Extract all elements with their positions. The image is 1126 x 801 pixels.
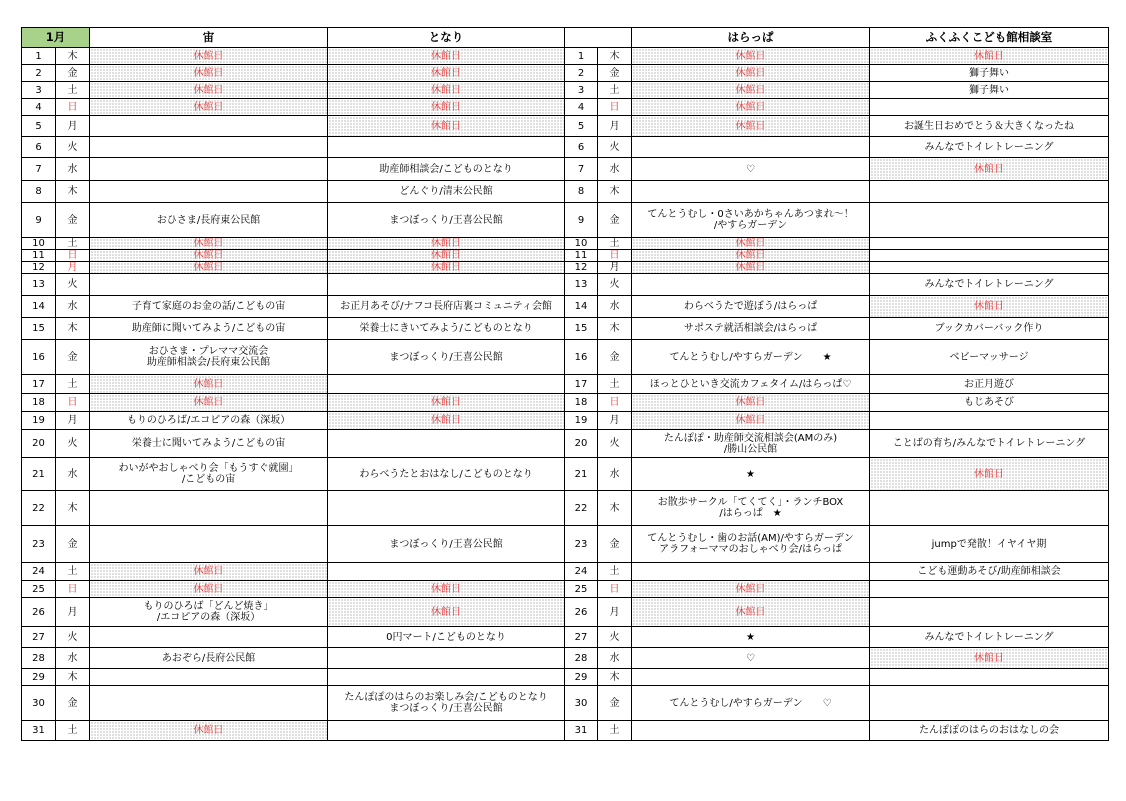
sora-event bbox=[90, 526, 328, 563]
weekday: 土 bbox=[56, 563, 90, 581]
fukufuku-event bbox=[870, 412, 1109, 430]
schedule-table bbox=[21, 27, 1109, 741]
fukufuku-event bbox=[870, 238, 1109, 250]
sora-event: おひさま/長府東公民館 bbox=[90, 203, 328, 238]
sora-event: わいがやおしゃべり会「もうすぐ就園」 /こどもの宙 bbox=[90, 458, 328, 491]
weekday-2: 火 bbox=[598, 627, 632, 648]
tonari-event: 休館日 bbox=[328, 250, 565, 262]
day-number-2: 14 bbox=[565, 296, 598, 318]
harappa-event: てんとうむし/やすらガーデン ♡ bbox=[632, 686, 870, 721]
fukufuku-event: 休館日 bbox=[870, 48, 1109, 65]
weekday-2: 火 bbox=[598, 274, 632, 296]
day-number-2: 9 bbox=[565, 203, 598, 238]
fukufuku-event bbox=[870, 686, 1109, 721]
weekday-2: 水 bbox=[598, 296, 632, 318]
day-row bbox=[22, 458, 1109, 491]
tonari-event: 助産師相談会/こどものとなり bbox=[328, 158, 565, 181]
day-number: 23 bbox=[22, 526, 56, 563]
tonari-event bbox=[328, 648, 565, 669]
tonari-event: 休館日 bbox=[328, 262, 565, 274]
harappa-event: てんとうむし・0さいあかちゃんあつまれ～！ /やすらガーデン bbox=[632, 203, 870, 238]
tonari-event bbox=[328, 375, 565, 394]
weekday: 火 bbox=[56, 274, 90, 296]
sora-event: 休館日 bbox=[90, 99, 328, 116]
day-number: 21 bbox=[22, 458, 56, 491]
day-row bbox=[22, 203, 1109, 238]
weekday: 火 bbox=[56, 137, 90, 158]
tonari-event: 栄養士にきいてみよう/こどものとなり bbox=[328, 318, 565, 340]
fukufuku-event: みんなでトイレトレーニング bbox=[870, 137, 1109, 158]
fukufuku-event bbox=[870, 581, 1109, 598]
fukufuku-event: 獅子舞い bbox=[870, 65, 1109, 82]
sora-event: 助産師に聞いてみよう/こどもの宙 bbox=[90, 318, 328, 340]
day-number-2: 19 bbox=[565, 412, 598, 430]
weekday: 土 bbox=[56, 721, 90, 741]
tonari-event bbox=[328, 430, 565, 458]
weekday-2: 土 bbox=[598, 238, 632, 250]
weekday: 日 bbox=[56, 581, 90, 598]
day-number: 15 bbox=[22, 318, 56, 340]
harappa-event: お散歩サークル「てくてく」・ランチBOX /はらっぱ ★ bbox=[632, 491, 870, 526]
day-number: 16 bbox=[22, 340, 56, 375]
day-number-2: 6 bbox=[565, 137, 598, 158]
sora-event bbox=[90, 158, 328, 181]
weekday: 月 bbox=[56, 412, 90, 430]
tonari-event bbox=[328, 274, 565, 296]
day-number-2: 15 bbox=[565, 318, 598, 340]
harappa-event: てんとうむし/やすらガーデン ★ bbox=[632, 340, 870, 375]
day-number: 7 bbox=[22, 158, 56, 181]
day-row bbox=[22, 491, 1109, 526]
sora-event bbox=[90, 627, 328, 648]
day-number: 30 bbox=[22, 686, 56, 721]
day-number: 11 bbox=[22, 250, 56, 262]
day-number: 1 bbox=[22, 48, 56, 65]
weekday: 木 bbox=[56, 48, 90, 65]
day-row bbox=[22, 526, 1109, 563]
harappa-event bbox=[632, 274, 870, 296]
fukufuku-event bbox=[870, 669, 1109, 686]
sora-event bbox=[90, 181, 328, 203]
day-number-2: 12 bbox=[565, 262, 598, 274]
day-number: 20 bbox=[22, 430, 56, 458]
weekday: 水 bbox=[56, 296, 90, 318]
weekday-2: 木 bbox=[598, 491, 632, 526]
day-number: 9 bbox=[22, 203, 56, 238]
day-row bbox=[22, 48, 1109, 65]
harappa-event: 休館日 bbox=[632, 581, 870, 598]
fukufuku-event bbox=[870, 181, 1109, 203]
sora-event: 休館日 bbox=[90, 48, 328, 65]
day-number-2: 27 bbox=[565, 627, 598, 648]
day-number: 6 bbox=[22, 137, 56, 158]
harappa-event bbox=[632, 669, 870, 686]
weekday: 金 bbox=[56, 526, 90, 563]
harappa-event: 休館日 bbox=[632, 99, 870, 116]
weekday: 木 bbox=[56, 181, 90, 203]
harappa-event: たんぽぽ・助産師交流相談会(AMのみ) /勝山公民館 bbox=[632, 430, 870, 458]
sora-event bbox=[90, 669, 328, 686]
day-row bbox=[22, 340, 1109, 375]
weekday: 水 bbox=[56, 158, 90, 181]
sora-event: あおぞら/長府公民館 bbox=[90, 648, 328, 669]
day-row bbox=[22, 669, 1109, 686]
sora-event: 子育て家庭のお金の話/こどもの宙 bbox=[90, 296, 328, 318]
tonari-event: わらべうたとおはなし/こどものとなり bbox=[328, 458, 565, 491]
weekday-2: 木 bbox=[598, 318, 632, 340]
day-number-2: 17 bbox=[565, 375, 598, 394]
harappa-event: ♡ bbox=[632, 648, 870, 669]
sora-event: 休館日 bbox=[90, 375, 328, 394]
fukufuku-event bbox=[870, 598, 1109, 627]
fukufuku-event: たんぽぽのはらのおはなしの会 bbox=[870, 721, 1109, 741]
day-number-2: 1 bbox=[565, 48, 598, 65]
fukufuku-event: 獅子舞い bbox=[870, 82, 1109, 99]
day-row bbox=[22, 238, 1109, 250]
tonari-event: 休館日 bbox=[328, 116, 565, 137]
day-number-2: 2 bbox=[565, 65, 598, 82]
harappa-event: 休館日 bbox=[632, 238, 870, 250]
tonari-event: お正月あそび/ナフコ長府店裏コミュニティ会館 bbox=[328, 296, 565, 318]
day-number: 22 bbox=[22, 491, 56, 526]
day-row bbox=[22, 375, 1109, 394]
tonari-event: まつぼっくり/王喜公民館 bbox=[328, 526, 565, 563]
sora-event: おひさま・プレママ交流会 助産師相談会/長府東公民館 bbox=[90, 340, 328, 375]
day-number: 3 bbox=[22, 82, 56, 99]
day-row bbox=[22, 412, 1109, 430]
day-number-2: 8 bbox=[565, 181, 598, 203]
harappa-event: ♡ bbox=[632, 158, 870, 181]
sora-event: 休館日 bbox=[90, 250, 328, 262]
day-number: 17 bbox=[22, 375, 56, 394]
day-row bbox=[22, 250, 1109, 262]
day-number: 18 bbox=[22, 394, 56, 412]
weekday-2: 月 bbox=[598, 598, 632, 627]
weekday: 金 bbox=[56, 340, 90, 375]
weekday-2: 水 bbox=[598, 458, 632, 491]
day-number: 4 bbox=[22, 99, 56, 116]
day-number: 8 bbox=[22, 181, 56, 203]
fukufuku-event: こども運動あそび/助産師相談会 bbox=[870, 563, 1109, 581]
day-number: 19 bbox=[22, 412, 56, 430]
day-number: 14 bbox=[22, 296, 56, 318]
harappa-event: 休館日 bbox=[632, 394, 870, 412]
harappa-event: ほっとひといき交流カフェタイム/はらっぱ♡ bbox=[632, 375, 870, 394]
harappa-event: わらべうたで遊ぼう/はらっぱ bbox=[632, 296, 870, 318]
day-number: 29 bbox=[22, 669, 56, 686]
weekday-2: 火 bbox=[598, 430, 632, 458]
fukufuku-event: ブックカバーバック作り bbox=[870, 318, 1109, 340]
sora-event: 休館日 bbox=[90, 581, 328, 598]
sora-event bbox=[90, 686, 328, 721]
header-tonari: となり bbox=[328, 28, 565, 48]
weekday: 月 bbox=[56, 598, 90, 627]
weekday: 木 bbox=[56, 491, 90, 526]
harappa-event: 休館日 bbox=[632, 250, 870, 262]
day-row bbox=[22, 137, 1109, 158]
day-row bbox=[22, 296, 1109, 318]
weekday-2: 水 bbox=[598, 158, 632, 181]
day-row bbox=[22, 686, 1109, 721]
day-number-2: 31 bbox=[565, 721, 598, 741]
weekday-2: 水 bbox=[598, 648, 632, 669]
day-row bbox=[22, 318, 1109, 340]
day-number: 26 bbox=[22, 598, 56, 627]
weekday-2: 木 bbox=[598, 181, 632, 203]
day-number-2: 16 bbox=[565, 340, 598, 375]
tonari-event: まつぼっくり/王喜公民館 bbox=[328, 203, 565, 238]
sora-event: 休館日 bbox=[90, 394, 328, 412]
harappa-event: 休館日 bbox=[632, 412, 870, 430]
weekday: 月 bbox=[56, 262, 90, 274]
day-number: 2 bbox=[22, 65, 56, 82]
fukufuku-event: 休館日 bbox=[870, 158, 1109, 181]
weekday: 金 bbox=[56, 686, 90, 721]
day-number-2: 24 bbox=[565, 563, 598, 581]
day-row bbox=[22, 65, 1109, 82]
fukufuku-event: 休館日 bbox=[870, 458, 1109, 491]
day-row bbox=[22, 430, 1109, 458]
day-number-2: 13 bbox=[565, 274, 598, 296]
harappa-event: ★ bbox=[632, 627, 870, 648]
weekday-2: 金 bbox=[598, 203, 632, 238]
day-row bbox=[22, 181, 1109, 203]
tonari-event: 休館日 bbox=[328, 581, 565, 598]
fukufuku-event bbox=[870, 250, 1109, 262]
fukufuku-event: みんなでトイレトレーニング bbox=[870, 274, 1109, 296]
weekday: 火 bbox=[56, 627, 90, 648]
weekday-2: 月 bbox=[598, 116, 632, 137]
day-number-2: 22 bbox=[565, 491, 598, 526]
sora-event: もりのひろば「どんど焼き」 /エコピアの森（深坂） bbox=[90, 598, 328, 627]
harappa-event: ★ bbox=[632, 458, 870, 491]
tonari-event: 0円マート/こどものとなり bbox=[328, 627, 565, 648]
sora-event bbox=[90, 491, 328, 526]
day-number-2: 21 bbox=[565, 458, 598, 491]
tonari-event: 休館日 bbox=[328, 99, 565, 116]
weekday-2: 月 bbox=[598, 412, 632, 430]
fukufuku-event bbox=[870, 203, 1109, 238]
weekday-2: 日 bbox=[598, 581, 632, 598]
harappa-event: サポステ就活相談会/はらっぱ bbox=[632, 318, 870, 340]
sora-event: 休館日 bbox=[90, 238, 328, 250]
weekday: 土 bbox=[56, 82, 90, 99]
harappa-event bbox=[632, 721, 870, 741]
tonari-event: 休館日 bbox=[328, 394, 565, 412]
sora-event: 栄養士に聞いてみよう/こどもの宙 bbox=[90, 430, 328, 458]
header-fukufuku: ふくふくこども館相談室 bbox=[870, 28, 1109, 48]
weekday-2: 月 bbox=[598, 262, 632, 274]
tonari-event: 休館日 bbox=[328, 412, 565, 430]
sora-event: 休館日 bbox=[90, 65, 328, 82]
harappa-event: 休館日 bbox=[632, 116, 870, 137]
day-number: 24 bbox=[22, 563, 56, 581]
tonari-event: まつぼっくり/王喜公民館 bbox=[328, 340, 565, 375]
sora-event bbox=[90, 274, 328, 296]
fukufuku-event: ことばの育ち/みんなでトイレトレーニング bbox=[870, 430, 1109, 458]
day-number-2: 4 bbox=[565, 99, 598, 116]
tonari-event: 休館日 bbox=[328, 598, 565, 627]
weekday-2: 土 bbox=[598, 563, 632, 581]
day-number-2: 25 bbox=[565, 581, 598, 598]
day-row bbox=[22, 721, 1109, 741]
day-row bbox=[22, 394, 1109, 412]
day-row bbox=[22, 116, 1109, 137]
fukufuku-event: ベビーマッサージ bbox=[870, 340, 1109, 375]
day-number-2: 30 bbox=[565, 686, 598, 721]
day-number-2: 20 bbox=[565, 430, 598, 458]
weekday-2: 金 bbox=[598, 686, 632, 721]
harappa-event bbox=[632, 137, 870, 158]
weekday: 火 bbox=[56, 430, 90, 458]
fukufuku-event bbox=[870, 262, 1109, 274]
day-row bbox=[22, 99, 1109, 116]
sora-event: 休館日 bbox=[90, 82, 328, 99]
day-number-2: 3 bbox=[565, 82, 598, 99]
day-row bbox=[22, 581, 1109, 598]
day-number-2: 18 bbox=[565, 394, 598, 412]
tonari-event bbox=[328, 669, 565, 686]
month-label: 1月 bbox=[22, 28, 90, 48]
sora-event: もりのひろば/エコピアの森（深坂） bbox=[90, 412, 328, 430]
fukufuku-event: みんなでトイレトレーニング bbox=[870, 627, 1109, 648]
harappa-event bbox=[632, 563, 870, 581]
day-row bbox=[22, 262, 1109, 274]
weekday-2: 金 bbox=[598, 340, 632, 375]
weekday: 日 bbox=[56, 394, 90, 412]
weekday: 日 bbox=[56, 99, 90, 116]
fukufuku-event: もじあそび bbox=[870, 394, 1109, 412]
day-row bbox=[22, 648, 1109, 669]
day-number-2: 26 bbox=[565, 598, 598, 627]
day-number: 28 bbox=[22, 648, 56, 669]
header-sora: 宙 bbox=[90, 28, 328, 48]
tonari-event: 休館日 bbox=[328, 238, 565, 250]
harappa-event: 休館日 bbox=[632, 48, 870, 65]
day-number-2: 7 bbox=[565, 158, 598, 181]
weekday: 金 bbox=[56, 203, 90, 238]
tonari-event: 休館日 bbox=[328, 48, 565, 65]
fukufuku-event: 休館日 bbox=[870, 648, 1109, 669]
tonari-event: 休館日 bbox=[328, 65, 565, 82]
weekday-2: 土 bbox=[598, 721, 632, 741]
sora-event bbox=[90, 116, 328, 137]
day-number: 5 bbox=[22, 116, 56, 137]
harappa-event: 休館日 bbox=[632, 598, 870, 627]
weekday: 月 bbox=[56, 116, 90, 137]
weekday-2: 土 bbox=[598, 82, 632, 99]
harappa-event: 休館日 bbox=[632, 65, 870, 82]
sora-event: 休館日 bbox=[90, 262, 328, 274]
day-number: 31 bbox=[22, 721, 56, 741]
weekday: 木 bbox=[56, 669, 90, 686]
weekday-2: 日 bbox=[598, 99, 632, 116]
header-blank bbox=[565, 28, 632, 48]
weekday: 土 bbox=[56, 375, 90, 394]
fukufuku-event bbox=[870, 99, 1109, 116]
weekday: 木 bbox=[56, 318, 90, 340]
tonari-event bbox=[328, 137, 565, 158]
day-number: 27 bbox=[22, 627, 56, 648]
fukufuku-event: jumpで発散！イヤイヤ期 bbox=[870, 526, 1109, 563]
day-number-2: 23 bbox=[565, 526, 598, 563]
tonari-event bbox=[328, 721, 565, 741]
day-row bbox=[22, 563, 1109, 581]
weekday-2: 土 bbox=[598, 375, 632, 394]
day-row bbox=[22, 82, 1109, 99]
weekday-2: 金 bbox=[598, 65, 632, 82]
day-number-2: 28 bbox=[565, 648, 598, 669]
day-number-2: 5 bbox=[565, 116, 598, 137]
fukufuku-event bbox=[870, 491, 1109, 526]
harappa-event bbox=[632, 181, 870, 203]
day-row bbox=[22, 598, 1109, 627]
fukufuku-event: お正月遊び bbox=[870, 375, 1109, 394]
tonari-event: どんぐり/清末公民館 bbox=[328, 181, 565, 203]
tonari-event bbox=[328, 491, 565, 526]
header-harappa: はらっぱ bbox=[632, 28, 870, 48]
day-number-2: 29 bbox=[565, 669, 598, 686]
day-number: 10 bbox=[22, 238, 56, 250]
fukufuku-event: 休館日 bbox=[870, 296, 1109, 318]
weekday-2: 木 bbox=[598, 669, 632, 686]
day-number-2: 11 bbox=[565, 250, 598, 262]
day-number-2: 10 bbox=[565, 238, 598, 250]
tonari-event: 休館日 bbox=[328, 82, 565, 99]
sora-event: 休館日 bbox=[90, 721, 328, 741]
day-row bbox=[22, 158, 1109, 181]
weekday-2: 火 bbox=[598, 137, 632, 158]
day-row bbox=[22, 627, 1109, 648]
weekday: 水 bbox=[56, 648, 90, 669]
weekday-2: 日 bbox=[598, 250, 632, 262]
weekday-2: 金 bbox=[598, 526, 632, 563]
header-row bbox=[22, 28, 1109, 48]
tonari-event: たんぽぽのはらのお楽しみ会/こどものとなり まつぼっくり/王喜公民館 bbox=[328, 686, 565, 721]
harappa-event: てんとうむし・歯のお話(AM)/やすらガーデン アラフォーママのおしゃべり会/はらっぱ bbox=[632, 526, 870, 563]
fukufuku-event: お誕生日おめでとう＆大きくなったね bbox=[870, 116, 1109, 137]
day-number: 13 bbox=[22, 274, 56, 296]
harappa-event: 休館日 bbox=[632, 262, 870, 274]
sora-event bbox=[90, 137, 328, 158]
weekday: 土 bbox=[56, 238, 90, 250]
day-row bbox=[22, 274, 1109, 296]
weekday: 日 bbox=[56, 250, 90, 262]
weekday: 水 bbox=[56, 458, 90, 491]
harappa-event: 休館日 bbox=[632, 82, 870, 99]
weekday: 金 bbox=[56, 65, 90, 82]
tonari-event bbox=[328, 563, 565, 581]
sora-event: 休館日 bbox=[90, 563, 328, 581]
day-number: 12 bbox=[22, 262, 56, 274]
day-number: 25 bbox=[22, 581, 56, 598]
weekday-2: 日 bbox=[598, 394, 632, 412]
weekday-2: 木 bbox=[598, 48, 632, 65]
